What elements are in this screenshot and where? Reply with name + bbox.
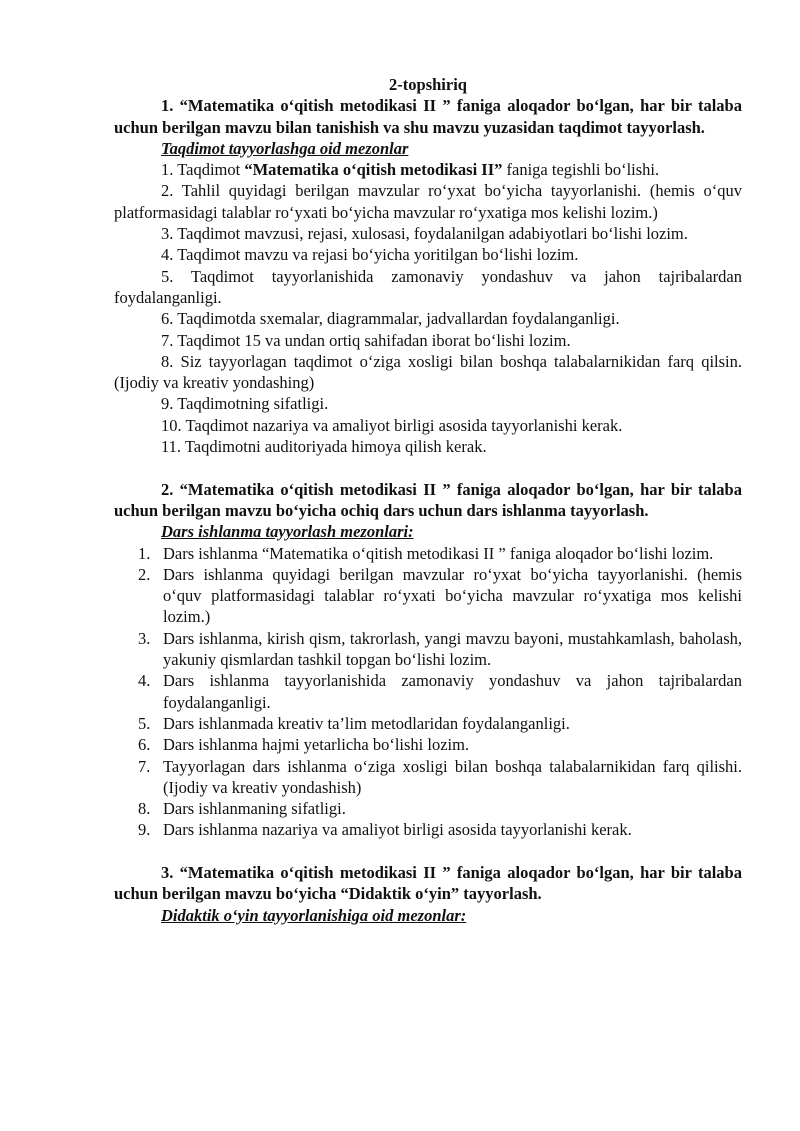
task-3-criteria-heading: Didaktik o‘yin tayyorlanishiga oid mezonlar: [161, 905, 467, 925]
task-1-heading: 1. “Matematika o‘qitish metodikasi II ” faniga aloqador bo‘lgan, har bir talaba uchun berilgan mavzu bilan tanishish va shu mavzu yuzasidan taqdimot tayyorlash. [114, 96, 742, 137]
task-1-criterion: 8. Siz tayyorlagan taqdimot o‘ziga xosligi bilan boshqa talabalarnikidan farq qilsin. (Ijodiy va kreativ yondashing) [114, 351, 742, 393]
task-1-criterion: 9. Taqdimotning sifatligi. [161, 394, 329, 414]
list-number: 5. [138, 713, 151, 733]
task-1-criterion: 6. Taqdimotda sxemalar, diagrammalar, jadvallardan foydalanganligi. [161, 309, 620, 329]
document-title: 2-topshiriq [389, 75, 467, 94]
list-item [114, 713, 742, 734]
task-2-criteria-list [114, 543, 742, 841]
section-spacer [114, 457, 742, 478]
list-item [114, 798, 742, 819]
course-name: “Matematika o‘qitish metodikasi II” [244, 160, 503, 180]
list-number: 6. [138, 735, 151, 755]
task-1-section [114, 95, 742, 457]
document-page [114, 74, 742, 926]
list-number: 2. [138, 564, 151, 584]
task-1-criterion: 10. Taqdimot nazariya va amaliyot birligi asosida tayyorlanishi kerak. [161, 415, 623, 435]
task-2-heading: 2. “Matematika o‘qitish metodikasi II ” faniga aloqador bo‘lgan, har bir talaba uchun berilgan mavzu bo‘yicha ochiq dars uchun dars ishlanma tayyorlash. [114, 479, 742, 520]
list-item [114, 543, 742, 564]
list-item [114, 819, 742, 840]
task-3-section [114, 862, 742, 926]
list-item-text: Dars ishlanmada kreativ ta’lim metodlaridan foydalanganligi. [163, 713, 570, 733]
task-1-criterion: 11. Taqdimotni auditoriyada himoya qilish kerak. [161, 437, 487, 457]
list-item-text: Dars ishlanma quyidagi berilgan mavzular ro‘yxat bo‘yicha tayyorlanishi. (hemis o‘quv platformasidagi talablar ro‘yxati bo‘yicha mavzular ro‘yxatiga mos kelishi lozim.) [163, 564, 742, 627]
task-2-section [114, 479, 742, 841]
task-1-criterion: 4. Taqdimot mavzu va rejasi bo‘yicha yoritilgan bo‘lishi lozim. [161, 245, 579, 265]
list-item-text: Dars ishlanma “Matematika o‘qitish metodikasi II ” faniga aloqador bo‘lishi lozim. [163, 543, 714, 563]
list-item-text: Dars ishlanma nazariya va amaliyot birligi asosida tayyorlanishi kerak. [163, 820, 632, 840]
list-item-text: Dars ishlanma hajmi yetarlicha bo‘lishi lozim. [163, 735, 470, 755]
criterion-text: faniga tegishli bo‘lishi. [502, 160, 660, 180]
list-number: 1. [138, 543, 151, 563]
task-1-criteria-heading: Taqdimot tayyorlashga oid mezonlar [161, 138, 409, 158]
list-item [114, 628, 742, 671]
list-number: 8. [138, 799, 151, 819]
list-number: 4. [138, 671, 151, 691]
list-item [114, 734, 742, 755]
list-item-text: Dars ishlanma tayyorlanishida zamonaviy yondashuv va jahon tajribalardan foydalanganligi. [163, 671, 742, 712]
list-item [114, 564, 742, 628]
list-item [114, 756, 742, 799]
task-1-criterion: 2. Tahlil quyidagi berilgan mavzular ro‘yxat bo‘yicha tayyorlanishi. (hemis o‘quv platformasidagi talablar ro‘yxati bo‘yicha mavzular ro‘yxatiga mos kelishi lozim.) [114, 181, 742, 222]
list-number: 7. [138, 756, 151, 776]
list-item [114, 670, 742, 713]
list-number: 9. [138, 820, 151, 840]
task-2-criteria-heading: Dars ishlanma tayyorlash mezonlari: [161, 522, 414, 542]
section-spacer [114, 841, 742, 862]
list-item-text: Dars ishlanmaning sifatligi. [163, 799, 346, 819]
task-1-criterion [114, 159, 742, 180]
task-1-criterion: 3. Taqdimot mavzusi, rejasi, xulosasi, foydalanilgan adabiyotlari bo‘lishi lozim. [161, 224, 688, 244]
list-item-text: Tayyorlagan dars ishlanma o‘ziga xosligi bilan boshqa talabalarnikidan farq qilishi. (Ijodiy va kreativ yondashish) [163, 756, 742, 797]
task-1-criterion: 5. Taqdimot tayyorlanishida zamonaviy yondashuv va jahon tajribalardan foydalanganligi. [114, 266, 742, 307]
list-item-text: Dars ishlanma, kirish qism, takrorlash, yangi mavzu bayoni, mustahkamlash, baholash, yakuniy qismlardan tashkil topgan bo‘lishi lozim. [163, 628, 742, 670]
task-3-heading: 3. “Matematika o‘qitish metodikasi II ” faniga aloqador bo‘lgan, har bir talaba uchun berilgan mavzu bo‘yicha “Didaktik o‘yin” tayyorlash. [114, 862, 742, 904]
list-number: 3. [138, 628, 151, 648]
criterion-text: 1. Taqdimot [161, 160, 245, 180]
task-1-criterion: 7. Taqdimot 15 va undan ortiq sahifadan iborat bo‘lishi lozim. [161, 330, 571, 350]
